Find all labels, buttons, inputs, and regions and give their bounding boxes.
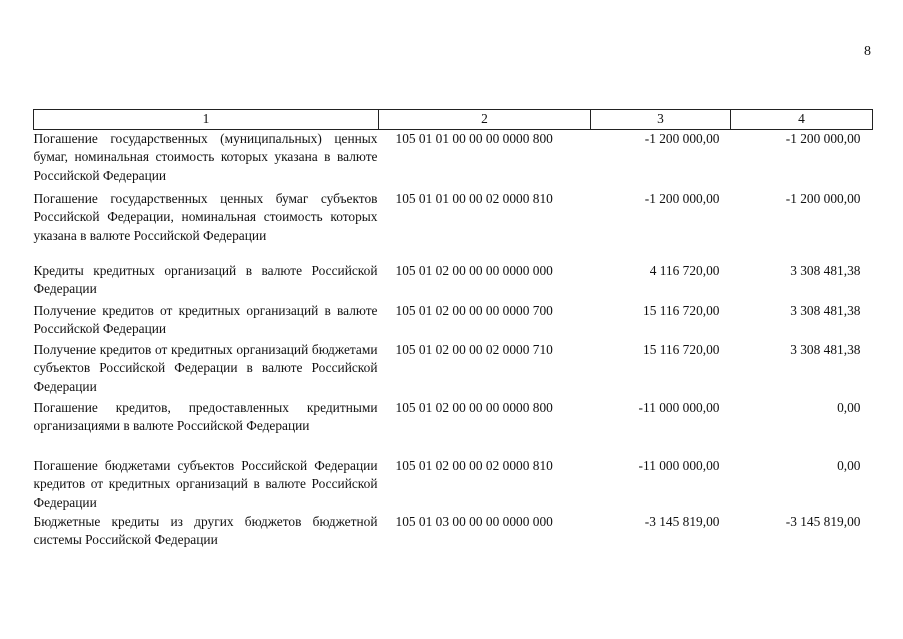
row-name: Бюджетные кредиты из других бюджетов бюджетной системы Российской Федерации [33, 513, 378, 547]
row-value-col4: -3 145 819,00 [785, 513, 861, 529]
row-name: Кредиты кредитных организаций в валюте Российской Федерации [33, 262, 378, 296]
row-code: 105 01 01 00 00 00 0000 800 [395, 130, 553, 146]
column-header-1: 1 [34, 110, 379, 130]
row-value-col3: -3 145 819,00 [644, 513, 720, 529]
table-row [34, 513, 873, 553]
row-code: 105 01 02 00 00 02 0000 710 [395, 341, 553, 357]
column-header-2: 2 [379, 110, 591, 130]
row-value-col3: 15 116 720,00 [643, 302, 720, 318]
row-value-col3: -1 200 000,00 [644, 190, 720, 206]
table-row [34, 341, 873, 399]
budget-sources-table [33, 109, 873, 553]
row-value-col4: 3 308 481,38 [790, 341, 861, 357]
page-number: 8 [864, 44, 871, 59]
row-name: Получение кредитов от кредитных организаций в валюте Российской Федерации [33, 302, 378, 336]
row-value-col4: -1 200 000,00 [785, 190, 861, 206]
row-value-col3: -11 000 000,00 [638, 457, 720, 473]
row-value-col3: -11 000 000,00 [638, 399, 720, 415]
row-name: Погашение кредитов, предоставленных кредитными организациями в валюте Российской Федерации [33, 399, 378, 433]
row-code: 105 01 02 00 00 00 0000 000 [395, 262, 553, 278]
column-header-4: 4 [731, 110, 873, 130]
table-row [34, 302, 873, 341]
row-code: 105 01 03 00 00 00 0000 000 [395, 513, 553, 529]
row-value-col3: 15 116 720,00 [643, 341, 720, 357]
row-code: 105 01 02 00 00 02 0000 810 [395, 457, 553, 473]
row-value-col4: 0,00 [837, 399, 861, 415]
row-name: Получение кредитов от кредитных организаций бюджетами субъектов Российской Федерации в валюте Российской Федерации [33, 341, 378, 394]
row-code: 105 01 02 00 00 00 0000 700 [395, 302, 553, 318]
table-row [34, 399, 873, 457]
row-value-col4: 0,00 [837, 457, 861, 473]
table-row [34, 262, 873, 302]
row-value-col4: -1 200 000,00 [785, 130, 861, 146]
table-row [34, 190, 873, 262]
table-row [34, 457, 873, 513]
row-value-col4: 3 308 481,38 [790, 302, 861, 318]
table-row [34, 129, 873, 190]
row-value-col4: 3 308 481,38 [790, 262, 861, 278]
row-value-col3: -1 200 000,00 [644, 130, 720, 146]
row-value-col3: 4 116 720,00 [649, 262, 720, 278]
column-header-3: 3 [591, 110, 731, 130]
row-code: 105 01 02 00 00 00 0000 800 [395, 399, 553, 415]
table-header-row [34, 110, 873, 130]
row-name: Погашение государственных (муниципальных) ценных бумаг, номинальная стоимость которых указана в валюте Российской Федерации [33, 130, 378, 183]
row-name: Погашение бюджетами субъектов Российской Федерации кредитов от кредитных организаций в валюте Российской Федерации [33, 457, 378, 510]
row-code: 105 01 01 00 00 02 0000 810 [395, 190, 553, 206]
row-name: Погашение государственных ценных бумаг субъектов Российской Федерации, номинальная стоимость которых указана в валюте Российской Федерации [33, 190, 378, 243]
